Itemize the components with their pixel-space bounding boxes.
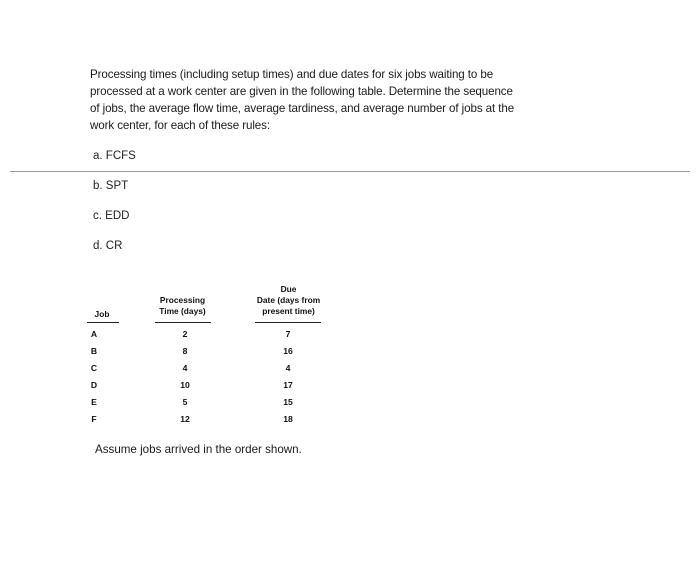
header-job: Job [94, 309, 110, 319]
cell-processing: 8 [182, 346, 188, 356]
header-due-line-2: Date (days from [256, 295, 321, 305]
header-due-line-3: present time) [262, 306, 315, 316]
cell-processing: 4 [182, 363, 188, 373]
problem-line-2: processed at a work center are given in the following table. Determine the sequence [90, 85, 513, 98]
option-text: SPT [105, 180, 129, 192]
option-edd [93, 210, 129, 222]
option-label: d. [93, 240, 103, 252]
header-due-date [236, 284, 341, 317]
cell-job: F [91, 414, 97, 424]
cell-processing: 10 [180, 380, 190, 390]
header-processing-line-1: Processing [159, 295, 206, 305]
header-rule-processing [155, 322, 211, 323]
cell-processing: 5 [182, 397, 188, 407]
cell-due: 7 [285, 329, 291, 339]
option-cr [93, 240, 122, 252]
assumption-note: Assume jobs arrived in the order shown. [95, 443, 302, 456]
option-text: CR [105, 240, 123, 252]
cell-due: 18 [283, 414, 293, 424]
cell-job: E [91, 397, 97, 407]
option-text: FCFS [105, 150, 136, 162]
header-processing-time [140, 295, 225, 317]
cell-due: 4 [285, 363, 291, 373]
problem-line-4: work center, for each of these rules: [90, 119, 270, 132]
cell-job: D [90, 380, 98, 390]
cell-due: 16 [283, 346, 293, 356]
problem-line-1: Processing times (including setup times) and due dates for six jobs waiting to be [90, 68, 494, 81]
option-label: a. [93, 150, 103, 162]
cell-due: 17 [283, 380, 293, 390]
header-due-line-1: Due [280, 284, 297, 294]
option-label: b. [93, 180, 103, 192]
cell-job: B [90, 346, 98, 356]
option-spt [93, 180, 128, 192]
page-divider [10, 171, 690, 172]
cell-job: C [90, 363, 98, 373]
problem-statement [90, 66, 550, 134]
cell-processing: 2 [182, 329, 188, 339]
option-fcfs [93, 150, 136, 162]
header-rule-due [255, 322, 321, 323]
header-rule-job [87, 322, 119, 323]
option-label: c. [93, 210, 102, 222]
cell-due: 15 [283, 397, 293, 407]
option-text: EDD [105, 210, 130, 222]
cell-processing: 12 [180, 414, 190, 424]
header-processing-line-2: Time (days) [159, 306, 206, 316]
cell-job: A [90, 329, 98, 339]
problem-line-3: of jobs, the average flow time, average tardiness, and average number of jobs at the [90, 102, 515, 115]
